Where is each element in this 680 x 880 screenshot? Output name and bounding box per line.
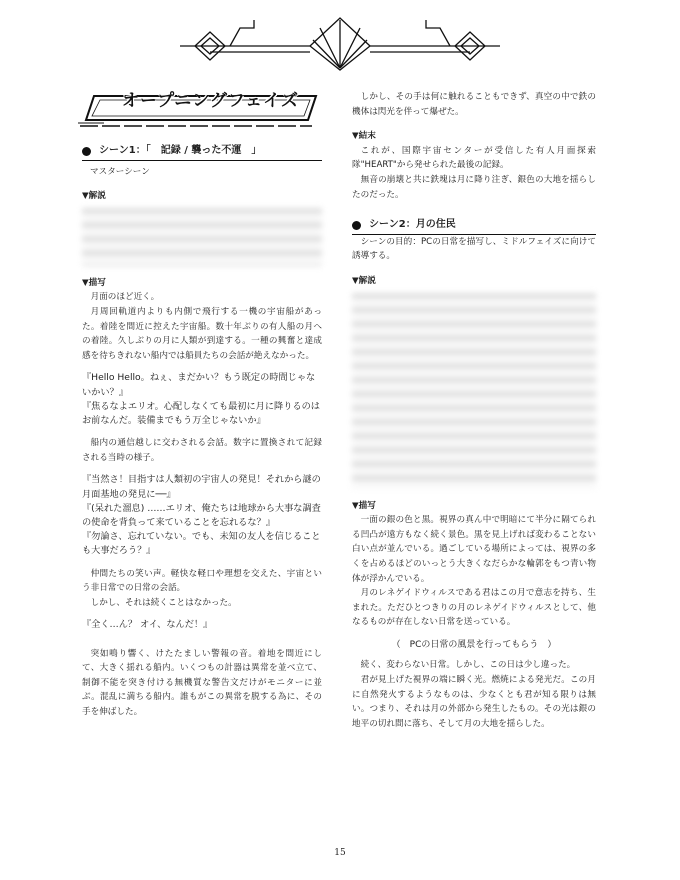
description-heading: ▼描写 [82,277,106,288]
paragraph: しかし、その手は何に触れることもできず、真空の中で鉄の機体は閃光を伴って爆ぜた。 [352,92,596,117]
dialogue-line: 『勿論さ、忘れていない。でも、未知の友人を信じることも大事だろう？』 [82,531,321,557]
dialogue-block [82,371,322,428]
explanation-heading: ▼解説 [82,191,106,202]
paragraph: 船内の通信越しに交わされる会話。数字に置換されて記録される当時の様子。 [82,438,322,463]
scene2-title: シーン2：月の住民 [369,219,456,231]
paragraph: 月面のほど近く。 [90,292,160,303]
page-number: 15 [334,848,346,858]
redacted-explanation [352,293,596,489]
right-column [352,90,596,731]
dialogue-block [82,473,322,558]
phase-title: オープニングフェイズ [122,91,299,111]
scene1-title: シーン1：「 記録 / 襲った不運 」 [99,145,262,156]
phase-banner [76,90,322,130]
paragraph: 仲間たちの笑い声。軽快な軽口や理想を交えた、宇宙という非日常での日常の会話。 [82,568,322,594]
dialogue-line: 『Hello Hello。ねぇ、まだかい？もう既定の時間じゃないかい？』 [82,372,316,398]
left-column [82,90,322,720]
redacted-explanation [82,208,322,266]
paragraph: 月周回軌道内よりも内側で飛行する一機の宇宙船があった。着陸を間近に控えた宇宙船。数十年ぶりの有人船の月への着陸。久しぶりの月に人類が到達する。一種の興奮と達成感を待ちきれない船内では船員たちの会話が絶えなかった。 [82,306,322,361]
dialogue-block [82,618,322,632]
header-ornament [170,14,510,74]
dialogue-line: 『全く…ん？ オイ、なんだ！』 [82,619,213,631]
dialogue-line: 『(呆れた溜息) ……エリオ、俺たちは地球から大事な調査の使命を背負って来ていることを忘れるな？』 [82,502,321,528]
dialogue-line: 『当然さ！目指すは人類初の宇宙人の発見！それから謎の月面基地の発見に──』 [82,474,321,500]
paragraph: 無音の崩壊と共に鉄塊は月に降り注ぎ、銀色の大地を揺らしたのだった。 [352,174,596,200]
scene1-player: マスターシーン [90,166,150,177]
paragraph: 月のレネゲイドウィルスである君はこの月で意志を持ち、生まれた。ただひとつきりの月のレネゲイドウィルスとして、他なるものが存在しない日常を送っている。 [352,588,596,628]
explanation-heading: ▼解説 [352,275,376,286]
description-heading: ▼描写 [352,500,376,511]
scene1-header [82,144,322,161]
paragraph: 突如鳴り響く、けたたましい警報の音。着地を間近にして、大きく揺れる船内。いくつもの計器は異常を並べ立て、制御不能を突き付ける無機質な警告文だけがモニターに並ぶ。混乱に満ちる船内。誰もがこの異常を脱する為に、その手を伸ばした。 [82,648,322,717]
paragraph: 一面の銀の色と黒。視界の真ん中で明暗にて半分に隔てられる凹凸が遠方もなく続く景色。黒を見上げれば変わることない白い点が並んでいる。過ごしている場所によっては、視界の多くを占めるほどのいっとう大きくなだらかな輪郭をもつ青い物体が浮かんでいる。 [352,515,596,584]
ending-heading: ▼結末 [352,131,376,142]
gm-instruction: （ PCの日常の風景を行ってもらう ） [391,639,557,650]
paragraph: 君が見上げた視界の端に瞬く光。燃焼による発光だ。この月に自然発火するようなものは、少なくとも君が知る限りは無い。つまり、それは月の外部から発生したもの。その光は銀の地平の切れ間に落ち、そして月の大地を揺らした。 [352,675,596,729]
paragraph: 続く、変わらない日常。しかし、この日は少し違った。 [360,660,576,671]
paragraph: これが、国際宇宙センターが受信した有人月面探索隊"HEART"から発せられた最後の記録。 [352,145,596,171]
scene2-purpose: シーンの目的：PCの日常を描写し、ミドルフェイズに向けて誘導する。 [352,236,596,262]
scene2-header [352,218,596,235]
bullet-icon [352,221,361,230]
dialogue-line: 『焦るなよエリオ。心配しなくても最初に月に降りるのはお前なんだ。装備までもう万全じゃないか』 [82,400,320,426]
paragraph: しかし、それは続くことはなかった。 [90,597,237,608]
bullet-icon [82,147,91,156]
